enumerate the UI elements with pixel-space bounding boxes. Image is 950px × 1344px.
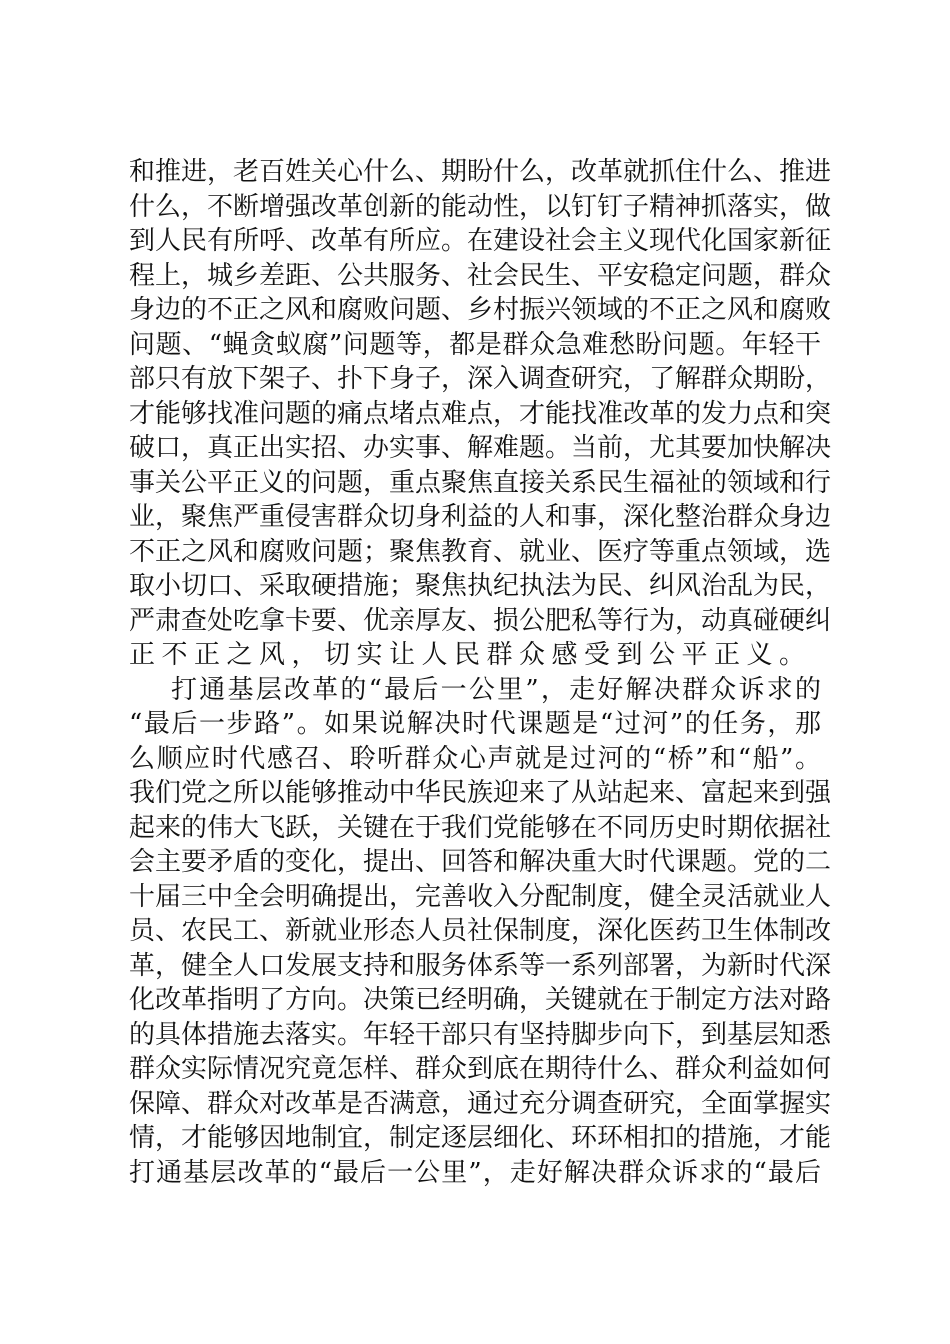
text-line: 的具体措施去落实。年轻干部只有坚持脚步向下，到基层知悉 — [129, 1019, 832, 1050]
text-line: 事关公平正义的问题，重点聚焦直接关系民生福祉的领域和行 — [129, 467, 832, 498]
text-line: 和推进，老百姓关心什么、期盼什么，改革就抓住什么、推进 — [129, 157, 832, 187]
text-line: 业，聚焦严重侵害群众切身利益的人和事，深化整治群众身边 — [129, 502, 832, 532]
text-line: 群众实际情况究竟怎样、群众到底在期待什么、群众利益如何 — [129, 1054, 832, 1084]
text-line: 起来的伟大飞跃，关键在于我们党能够在不同历史时期依据社 — [129, 812, 832, 843]
text-line: 十届三中全会明确提出，完善收入分配制度，健全灵活就业人 — [129, 881, 832, 912]
text-line: 才能够找准问题的痛点堵点难点，才能找准改革的发力点和突 — [129, 398, 832, 429]
text-line: 情，才能够因地制宜，制定逐层细化、环环相扣的措施，才能 — [129, 1123, 832, 1153]
text-line: 我们党之所以能够推动中华民族迎来了从站起来、富起来到强 — [129, 778, 832, 808]
text-line: 么顺应时代感召、聆听群众心声就是过河的“桥”和“船”。 — [129, 743, 821, 774]
text-line: 破口，真正出实招、办实事、解难题。当前，尤其要加快解决 — [129, 433, 832, 463]
text-line: 打通基层改革的“最后一公里”，走好解决群众诉求的“最后 — [129, 1157, 821, 1188]
text-line: 保障、群众对改革是否满意，通过充分调查研究，全面掌握实 — [129, 1088, 832, 1119]
text-line: 打通基层改革的“最后一公里”，走好解决群众诉求的 — [171, 674, 821, 705]
text-line: 严肃查处吃拿卡要、优亲厚友、损公肥私等行为，动真碰硬纠 — [129, 605, 832, 636]
text-line: 员、农民工、新就业形态人员社保制度，深化医药卫生体制改 — [129, 916, 832, 946]
text-line: 程上，城乡差距、公共服务、社会民生、平安稳定问题，群众 — [129, 260, 832, 291]
text-line: “最后一步路”。如果说解决时代课题是“过河”的任务，那 — [129, 709, 821, 739]
text-line: 到人民有所呼、改革有所应。在建设社会主义现代化国家新征 — [129, 226, 832, 256]
text-line: 什么，不断增强改革创新的能动性，以钉钉子精神抓落实，做 — [129, 191, 832, 222]
text-line: 会主要矛盾的变化，提出、回答和解决重大时代课题。党的二 — [129, 847, 832, 877]
document-body — [129, 155, 832, 1190]
text-line: 问题、“蝇贪蚁腐”问题等，都是群众急难愁盼问题。年轻干 — [129, 329, 821, 360]
paragraph — [129, 155, 832, 673]
paragraph — [129, 673, 832, 1191]
text-line: 正不正之风，切实让人民群众感受到公平正义。 — [129, 640, 812, 670]
text-line: 革，健全人口发展支持和服务体系等一系列部署，为新时代深 — [129, 950, 832, 981]
text-line: 取小切口、采取硬措施；聚焦执纪执法为民、纠风治乱为民， — [129, 571, 832, 601]
text-line: 身边的不正之风和腐败问题、乡村振兴领域的不正之风和腐败 — [129, 295, 832, 325]
text-line: 不正之风和腐败问题；聚焦教育、就业、医疗等重点领域，选 — [129, 536, 832, 567]
text-line: 部只有放下架子、扑下身子，深入调查研究，了解群众期盼， — [129, 364, 832, 394]
text-line: 化改革指明了方向。决策已经明确，关键就在于制定方法对路 — [129, 985, 832, 1015]
